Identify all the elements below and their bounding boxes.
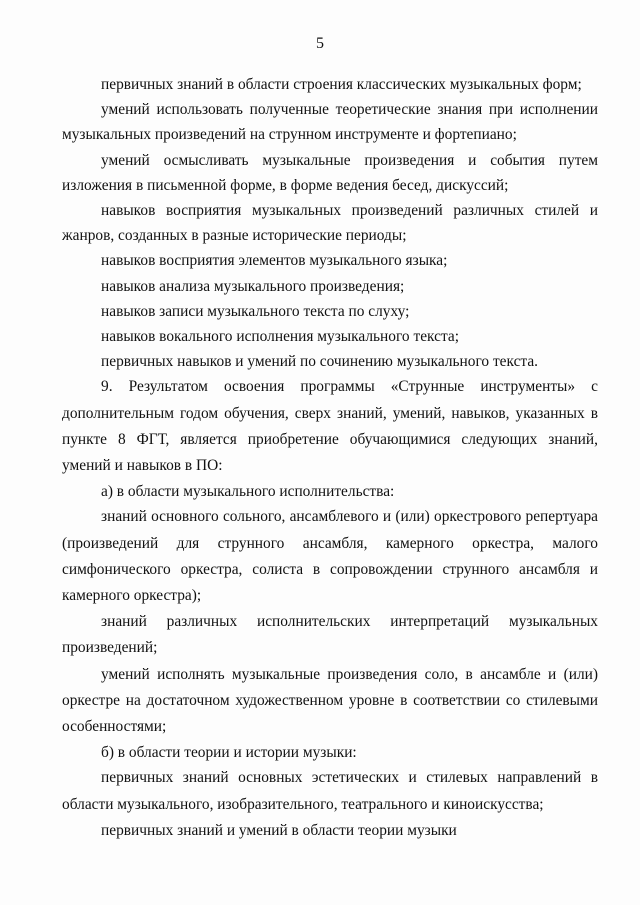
paragraph-vocal: навыков вокального исполнения музыкального текста; <box>101 328 459 346</box>
subheading-theory-history: б) в области теории и истории музыки: <box>101 744 357 762</box>
paragraph-item-9: 9. Результатом освоения программы «Струнные инструменты» с дополнительным годом обучения, сверх знаний, умений, навыков, указанных в пункте 8 ФГТ, является приобретение обучающимися следующих знаний, умений и навыков в ПО: <box>62 378 598 475</box>
paragraph-composition: первичных навыков и умений по сочинению музыкального текста. <box>101 353 539 371</box>
paragraph-repertoire: знаний основного сольного, ансамблевого и (или) оркестрового репертуара (произведений для струнного ансамбля, камерного оркестра, малого симфонического оркестра, солиста в сопровождении струнного ансамбля и камерного оркестра); <box>62 508 598 605</box>
paragraph-performing-skills: умений исполнять музыкальные произведения соло, в ансамбле и (или) оркестре на достаточном художественном уровне в соответствии со стилевыми особенностями; <box>62 665 598 736</box>
paragraph-music-theory: первичных знаний и умений в области теории музыки <box>101 821 457 839</box>
paragraph-classical-forms: первичных знаний в области строения классических музыкальных форм; <box>101 76 582 93</box>
paragraph-theory-skills: умений использовать полученные теоретические знания при исполнении музыкальных произведений на струнном инструменте и фортепиано; <box>62 101 598 144</box>
paragraph-style-perception: навыков восприятия музыкальных произведений различных стилей и жанров, созданных в разные исторические периоды; <box>62 202 598 245</box>
paragraph-analysis: навыков анализа музыкального произведения; <box>101 277 405 295</box>
page-number: 5 <box>316 35 324 52</box>
paragraph-dictation: навыков записи музыкального текста по слуху; <box>101 302 410 320</box>
paragraph-interpretations: знаний различных исполнительских интерпретаций музыкальных произведений; <box>62 613 598 657</box>
body-text <box>62 72 598 843</box>
paragraph-written-analysis: умений осмысливать музыкальные произведения и события путем изложения в письменной форме, в форме ведения бесед, дискуссий; <box>62 151 598 194</box>
paragraph-music-language: навыков восприятия элементов музыкального языка; <box>101 252 448 270</box>
subheading-performance: а) в области музыкального исполнительства: <box>101 483 395 501</box>
paragraph-aesthetic-trends: первичных знаний основных эстетических и стилевых направлений в области музыкального, изобразительного, театрального и киноискусства; <box>62 769 598 813</box>
